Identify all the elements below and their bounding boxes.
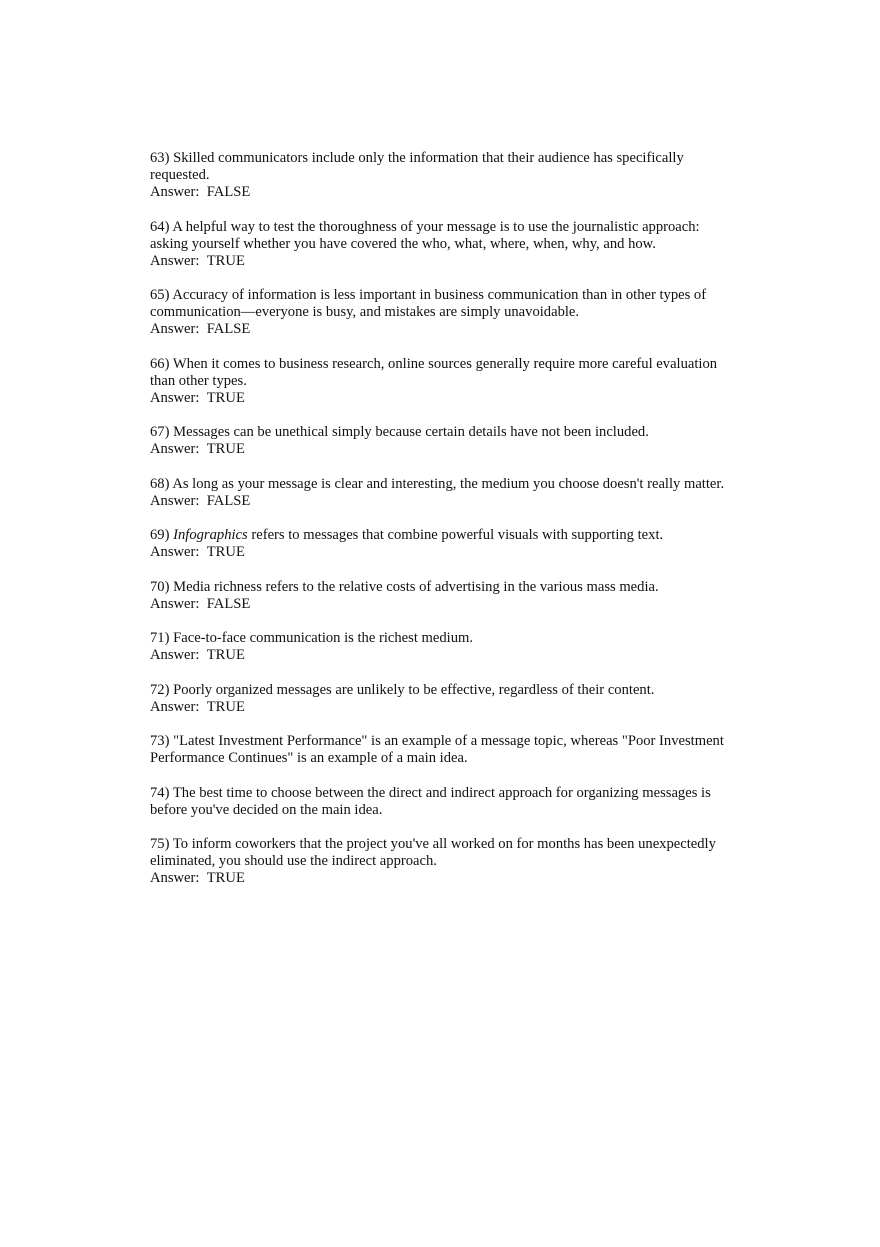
question-74: [150, 785, 740, 819]
question-text: [150, 630, 740, 647]
question-63: [150, 150, 740, 201]
answer-value: TRUE: [206, 544, 245, 560]
question-number: 73): [150, 733, 170, 749]
answer-value: FALSE: [206, 492, 251, 509]
answer-value: FALSE: [206, 321, 251, 337]
answer-value: TRUE: [206, 252, 245, 269]
answer-value: TRUE: [206, 647, 245, 663]
question-71: [150, 630, 740, 664]
answer-line: [150, 390, 740, 407]
answer-line: [150, 184, 740, 201]
question-body: A helpful way to test the thoroughness of your message is to use the journalistic approach: asking yourself whether you have covered the who, what, where, when, why, and how.: [150, 218, 700, 252]
answer-label: Answer:: [150, 595, 200, 612]
question-72: [150, 682, 740, 716]
question-body: To inform coworkers that the project you've all worked on for months has been unexpectedly eliminated, you should use the indirect approach.: [150, 836, 716, 869]
question-body: Face-to-face communication is the richest medium.: [173, 630, 474, 646]
answer-line: [150, 441, 740, 458]
answer-label: Answer:: [150, 441, 200, 457]
question-number: 65): [150, 287, 170, 303]
question-body: Poorly organized messages are unlikely to be effective, regardless of their content.: [173, 681, 655, 698]
question-text: [150, 424, 740, 441]
question-number: 70): [150, 578, 170, 595]
question-number: 72): [150, 681, 170, 698]
question-text: [150, 150, 740, 184]
question-text: [150, 682, 740, 699]
question-text: [150, 527, 740, 544]
question-text: [150, 287, 740, 321]
question-body: Skilled communicators include only the information that their audience has specifically requested.: [150, 150, 684, 183]
question-italic-term: Infographics: [173, 527, 248, 543]
question-body: refers to messages that combine powerful visuals with supporting text.: [251, 527, 664, 543]
answer-line: [150, 253, 740, 270]
question-body: The best time to choose between the direct and indirect approach for organizing messages is before you've decided on the main idea.: [150, 784, 711, 818]
question-number: 67): [150, 424, 170, 440]
question-number: 74): [150, 784, 170, 801]
question-number: 71): [150, 630, 170, 646]
question-number: 63): [150, 150, 170, 166]
question-text: [150, 836, 740, 870]
question-body: When it comes to business research, online sources generally require more careful evaluation than other types.: [150, 355, 718, 389]
answer-value: TRUE: [206, 870, 245, 886]
question-text: [150, 785, 740, 819]
answer-label: Answer:: [150, 321, 200, 337]
answer-value: TRUE: [206, 389, 245, 406]
question-number: 68): [150, 475, 170, 492]
question-70: [150, 579, 740, 613]
answer-line: [150, 870, 740, 887]
answer-label: Answer:: [150, 698, 200, 715]
question-73: [150, 733, 740, 767]
question-68: [150, 476, 740, 510]
answer-line: [150, 699, 740, 716]
answer-value: FALSE: [206, 184, 251, 200]
answer-line: [150, 493, 740, 510]
question-65: [150, 287, 740, 338]
answer-label: Answer:: [150, 184, 200, 200]
question-69: [150, 527, 740, 561]
answer-label: Answer:: [150, 389, 200, 406]
question-text: [150, 579, 740, 596]
answer-label: Answer:: [150, 252, 200, 269]
question-66: [150, 356, 740, 407]
question-text: [150, 476, 740, 493]
answer-line: [150, 647, 740, 664]
question-body: Media richness refers to the relative costs of advertising in the various mass media.: [173, 578, 659, 595]
answer-label: Answer:: [150, 544, 200, 560]
question-body: Messages can be unethical simply because certain details have not been included.: [173, 424, 649, 440]
question-number: 66): [150, 355, 170, 372]
question-64: [150, 219, 740, 270]
answer-line: [150, 321, 740, 338]
question-number: 75): [150, 836, 170, 852]
answer-value: TRUE: [206, 698, 245, 715]
answer-value: FALSE: [206, 595, 251, 612]
question-text: [150, 733, 740, 767]
answer-value: TRUE: [206, 441, 245, 457]
answer-label: Answer:: [150, 870, 200, 886]
question-75: [150, 836, 740, 887]
question-body: Accuracy of information is less important in business communication than in other types of communication—everyone is busy, and mistakes are simply unavoidable.: [150, 287, 707, 320]
answer-label: Answer:: [150, 492, 200, 509]
question-67: [150, 424, 740, 458]
answer-label: Answer:: [150, 647, 200, 663]
answer-line: [150, 596, 740, 613]
question-text: [150, 356, 740, 390]
answer-line: [150, 544, 740, 561]
question-body: "Latest Investment Performance" is an example of a message topic, whereas "Poor Investment Performance Continues" is an example of a main idea.: [150, 733, 724, 766]
question-number: 64): [150, 218, 170, 235]
question-list: [150, 150, 740, 905]
question-number: 69): [150, 527, 170, 543]
question-text: [150, 219, 740, 253]
question-body: As long as your message is clear and interesting, the medium you choose doesn't really matter.: [172, 475, 725, 492]
